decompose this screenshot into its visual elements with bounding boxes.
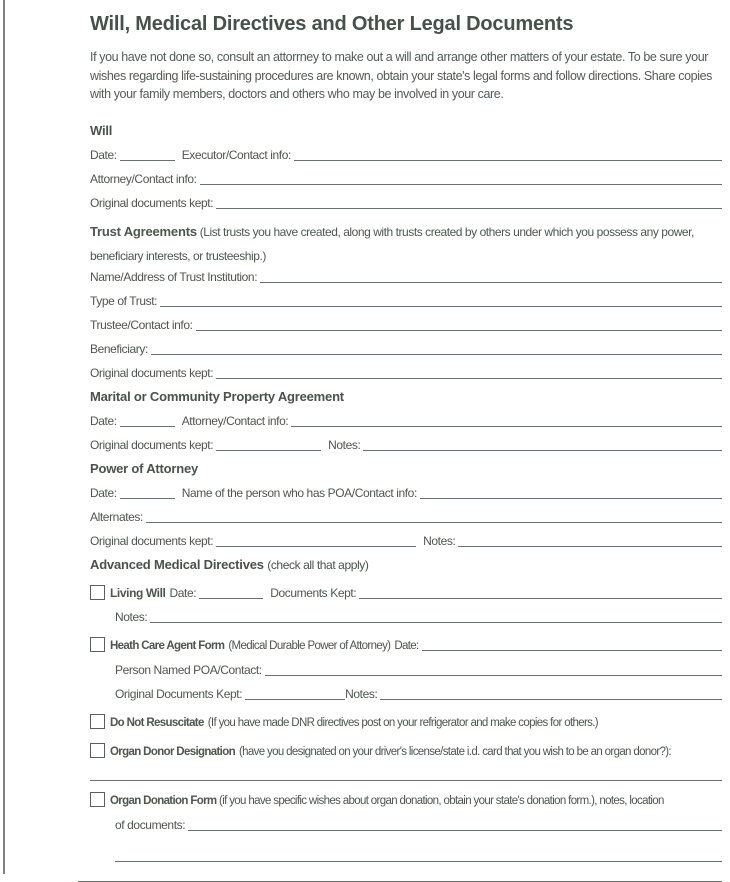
will-date-executor-row xyxy=(90,148,722,162)
marital-docs-label: Original documents kept: xyxy=(90,437,214,452)
living-will-docs-field[interactable] xyxy=(359,589,722,599)
bottom-blank-line-field[interactable] xyxy=(78,872,722,882)
organ-form-docs-row xyxy=(115,818,722,832)
marital-section-heading: Marital or Community Property Agreement xyxy=(90,388,344,404)
health-agent-person-row xyxy=(115,663,722,677)
health-agent-date-field[interactable] xyxy=(422,641,722,651)
will-date-field[interactable] xyxy=(120,151,175,161)
poa-person-label: Name of the person who has POA/Contact info: xyxy=(181,485,417,500)
marital-date-attorney-row xyxy=(90,414,722,428)
trust-beneficiary-field[interactable] xyxy=(151,345,722,355)
page-title: Will, Medical Directives and Other Legal Documents xyxy=(90,13,574,35)
trust-heading-text: Trust Agreements xyxy=(90,223,197,239)
will-attorney-field[interactable] xyxy=(200,175,722,185)
will-docs-label: Original documents kept: xyxy=(90,195,214,210)
poa-alternates-field[interactable] xyxy=(146,513,722,523)
health-agent-notes-label: Notes: xyxy=(345,686,378,701)
organ-form-docs-label: of documents: xyxy=(115,817,186,832)
trust-beneficiary-label: Beneficiary: xyxy=(90,341,148,356)
bottom-blank-line-row xyxy=(78,870,722,880)
poa-date-label: Date: xyxy=(90,485,117,500)
trust-trustee-row xyxy=(90,318,722,332)
health-agent-docs-field[interactable] xyxy=(245,690,345,700)
health-agent-date-label: Date: xyxy=(394,639,419,652)
poa-docs-notes-row xyxy=(90,534,722,548)
trust-docs-field[interactable] xyxy=(216,369,722,379)
organ-form-checkbox[interactable] xyxy=(90,792,105,807)
living-will-date-label: Date: xyxy=(169,585,197,600)
dnr-checkbox[interactable] xyxy=(90,714,105,729)
dnr-row xyxy=(90,711,722,730)
organ-form-docs-field[interactable] xyxy=(188,821,722,831)
amd-section-heading xyxy=(90,558,722,572)
intro-paragraph: If you have not done so, consult an attorrney to make out a will and arrange other matters of your estate. To be sure your wishes regarding life-sustaining procedures are known, obtain your state's legal forms and follow directions. Share copies with your family members, doctors and others who may be involved in your care. xyxy=(90,50,712,101)
marital-attorney-label: Attorney/Contact info: xyxy=(181,413,289,428)
will-attorney-row xyxy=(90,172,722,186)
will-section-heading: Will xyxy=(90,122,113,138)
health-agent-checkbox[interactable] xyxy=(90,637,105,652)
living-will-notes-row xyxy=(115,610,722,624)
health-agent-row xyxy=(90,634,722,653)
organ-form-text xyxy=(110,794,722,808)
poa-alternates-label: Alternates: xyxy=(90,509,143,524)
will-docs-field[interactable] xyxy=(216,199,722,209)
dnr-note: (If you have made DNR directives post on your refrigerator and make copies for others.) xyxy=(207,716,598,729)
poa-docs-label: Original documents kept: xyxy=(90,533,214,548)
poa-date-field[interactable] xyxy=(120,489,175,499)
trust-type-field[interactable] xyxy=(160,297,722,307)
marital-date-field[interactable] xyxy=(120,417,175,427)
marital-date-label: Date: xyxy=(90,413,117,428)
will-docs-row xyxy=(90,196,722,210)
organ-donor-answer-field[interactable] xyxy=(90,771,722,781)
poa-alternates-row xyxy=(90,510,722,524)
will-date-label: Date: xyxy=(90,147,117,162)
poa-person-field[interactable] xyxy=(420,489,722,499)
trust-beneficiary-row xyxy=(90,342,722,356)
living-will-checkbox[interactable] xyxy=(90,585,105,600)
living-will-label: Living Will xyxy=(110,585,166,600)
living-will-row xyxy=(90,582,722,600)
health-agent-docs-row xyxy=(115,687,722,701)
will-executor-field[interactable] xyxy=(294,151,722,161)
poa-docs-field[interactable] xyxy=(216,537,416,547)
health-agent-notes-field[interactable] xyxy=(380,690,722,700)
marital-docs-field[interactable] xyxy=(216,441,321,451)
health-agent-person-label: Person Named POA/Contact: xyxy=(115,662,262,677)
amd-heading-text: Advanced Medical Directives xyxy=(90,556,264,572)
marital-docs-notes-row xyxy=(90,438,722,452)
organ-form-note: (if you have specific wishes about organ donation, obtain your state's donation form.), notes, location xyxy=(219,794,664,807)
trust-docs-row xyxy=(90,366,722,380)
form-page xyxy=(90,0,722,880)
trust-heading-note: (List trusts you have created, along with trusts created by others under which you possess any power, beneficiary interests, or trusteeship.) xyxy=(90,224,694,263)
trust-trustee-field[interactable] xyxy=(196,321,722,331)
organ-form-notes-line-field[interactable] xyxy=(115,852,722,862)
organ-form-label: Organ Donation Form xyxy=(110,794,217,807)
organ-form-notes-line-row xyxy=(115,850,722,860)
trust-docs-label: Original documents kept: xyxy=(90,365,214,380)
organ-form-row xyxy=(90,789,722,808)
health-agent-label: Heath Care Agent Form xyxy=(110,639,225,652)
will-executor-label: Executor/Contact info: xyxy=(181,147,291,162)
trust-institution-label: Name/Address of Trust Institution: xyxy=(90,269,258,284)
marital-notes-label: Notes: xyxy=(328,437,361,452)
trust-section-heading xyxy=(90,220,722,268)
health-agent-person-field[interactable] xyxy=(265,666,722,676)
trust-type-row xyxy=(90,294,722,308)
living-will-notes-field[interactable] xyxy=(150,613,722,623)
amd-heading-note: (check all that apply) xyxy=(267,557,369,572)
page-left-edge xyxy=(3,0,5,874)
organ-donor-checkbox[interactable] xyxy=(90,743,105,758)
trust-trustee-label: Trustee/Contact info: xyxy=(90,317,193,332)
dnr-label: Do Not Resuscitate xyxy=(110,716,204,729)
poa-date-person-row xyxy=(90,486,722,500)
trust-institution-field[interactable] xyxy=(260,273,722,283)
marital-notes-field[interactable] xyxy=(363,441,722,451)
living-will-docs-label: Documents Kept: xyxy=(270,585,357,600)
poa-notes-label: Notes: xyxy=(423,533,456,548)
health-agent-docs-label: Original Documents Kept: xyxy=(115,686,243,701)
poa-notes-field[interactable] xyxy=(458,537,722,547)
trust-institution-row xyxy=(90,270,722,284)
trust-type-label: Type of Trust: xyxy=(90,293,158,308)
health-agent-note: (Medical Durable Power of Attorney) xyxy=(228,639,391,652)
living-will-notes-label: Notes: xyxy=(115,609,148,624)
marital-attorney-field[interactable] xyxy=(291,417,722,427)
organ-donor-answer-row xyxy=(90,769,722,779)
organ-donor-row xyxy=(90,740,722,759)
living-will-date-field[interactable] xyxy=(199,589,263,599)
organ-donor-label: Organ Donor Designation xyxy=(110,745,235,758)
will-attorney-label: Attorney/Contact info: xyxy=(90,171,197,186)
organ-donor-note: (have you designated on your driver's license/state i.d. card that you wish to be an organ donor?): xyxy=(238,745,671,758)
poa-section-heading: Power of Attorney xyxy=(90,460,199,476)
